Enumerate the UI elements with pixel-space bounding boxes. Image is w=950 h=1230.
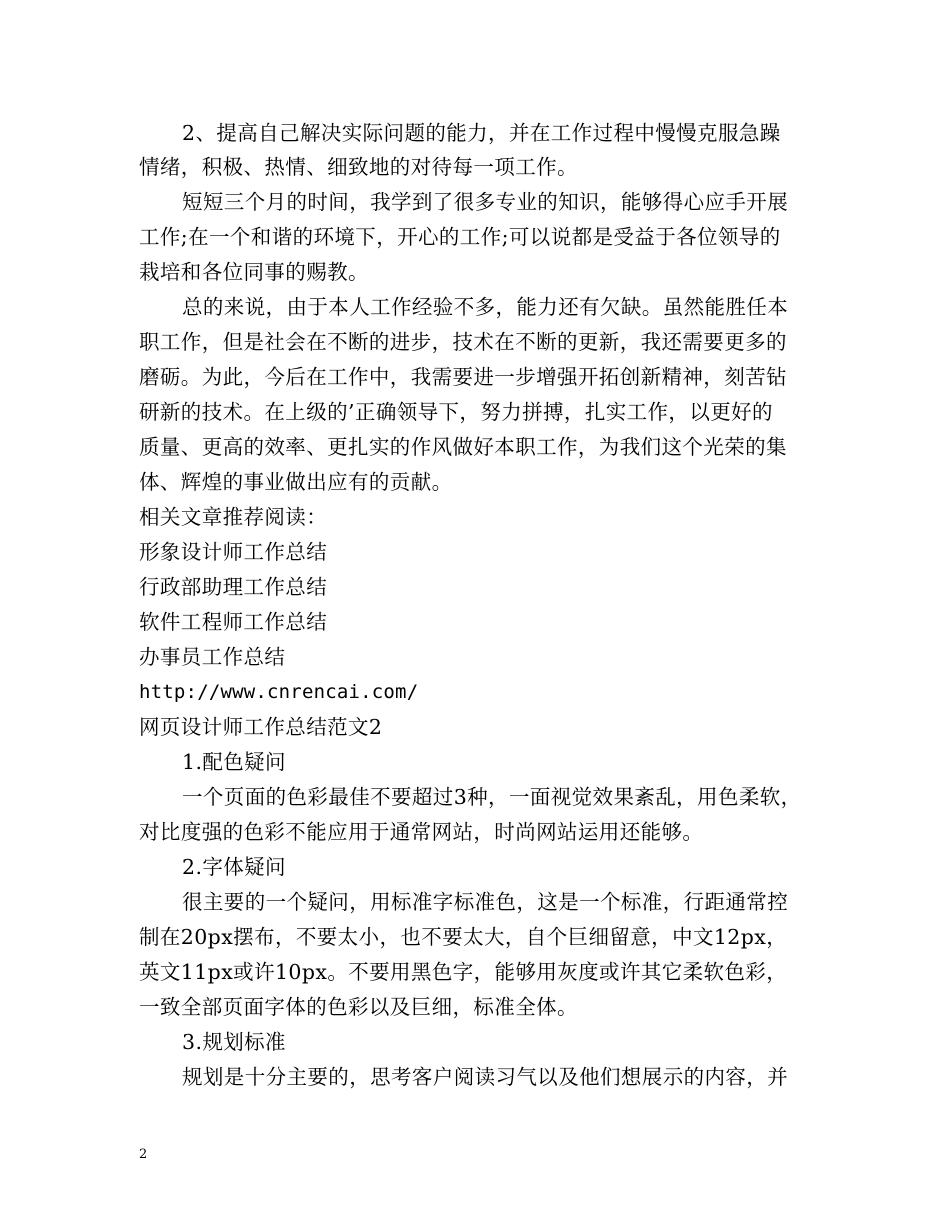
paragraph-line: 2、提高自己解决实际问题的能力，并在工作过程中慢慢克服急躁 (182, 121, 781, 145)
page-number: 2 (139, 1147, 148, 1162)
paragraph-line: 总的来说，由于本人工作经验不多，能力还有欠缺。虽然能胜任本 (182, 295, 789, 319)
paragraph-line: 磨砺。为此，今后在工作中，我需要进一步增强开拓创新精神，刻苦钻 (139, 365, 787, 389)
subsection-heading: 2.字体疑问 (182, 855, 286, 879)
paragraph-line: 一个页面的色彩最佳不要超过3种，一面视觉效果紊乱，用色柔软， (182, 785, 802, 809)
paragraph-line: 研新的技术。在上级的’正确领导下，努力拼搏，扎实工作，以更好的 (139, 400, 773, 424)
paragraph-line: 短短三个月的时间，我学到了很多专业的知识，能够得心应手开展 (182, 190, 789, 214)
paragraph-line: 情绪，积极、热情、细致地的对待每一项工作。 (139, 155, 578, 179)
subsection-heading: 3.规划标准 (182, 1030, 286, 1054)
related-article-link[interactable]: 形象设计师工作总结 (139, 540, 328, 564)
paragraph-line: 质量、更高的效率、更扎实的作风做好本职工作，为我们这个光荣的集 (139, 435, 787, 459)
related-article-link[interactable]: 软件工程师工作总结 (139, 610, 328, 634)
paragraph-line: 制在20px摆布，不要太小，也不要太大，自个巨细留意，中文12px， (139, 925, 788, 949)
related-articles-heading: 相关文章推荐阅读： (139, 505, 328, 529)
paragraph-line: 体、辉煌的事业做出应有的贡献。 (139, 470, 453, 494)
related-article-link[interactable]: 办事员工作总结 (139, 645, 286, 669)
paragraph-line: 一致全部页面字体的色彩以及巨细，标准全体。 (139, 995, 578, 1019)
related-article-link[interactable]: 行政部助理工作总结 (139, 575, 328, 599)
paragraph-line: 工作;在一个和谐的环境下，开心的工作;可以说都是受益于各位领导的 (139, 225, 781, 249)
section-title: 网页设计师工作总结范文2 (139, 715, 383, 739)
paragraph-line: 英文11px或许10px。不要用黑色字，能够用灰度或许其它柔软色彩， (139, 960, 788, 984)
paragraph-line: 对比度强的色彩不能应用于通常网站，时尚网站运用还能够。 (139, 820, 704, 844)
source-url[interactable]: http://www.cnrencai.com/ (139, 681, 419, 703)
paragraph-line: 栽培和各位同事的赐教。 (139, 260, 369, 284)
paragraph-line: 很主要的一个疑问，用标准字标准色，这是一个标准，行距通常控 (182, 890, 789, 914)
paragraph-line: 规划是十分主要的，思考客户阅读习气以及他们想展示的内容，并 (182, 1065, 789, 1089)
paragraph-line: 职工作，但是社会在不断的进步，技术在不断的更新，我还需要更多的 (139, 330, 787, 354)
subsection-heading: 1.配色疑问 (182, 750, 286, 774)
